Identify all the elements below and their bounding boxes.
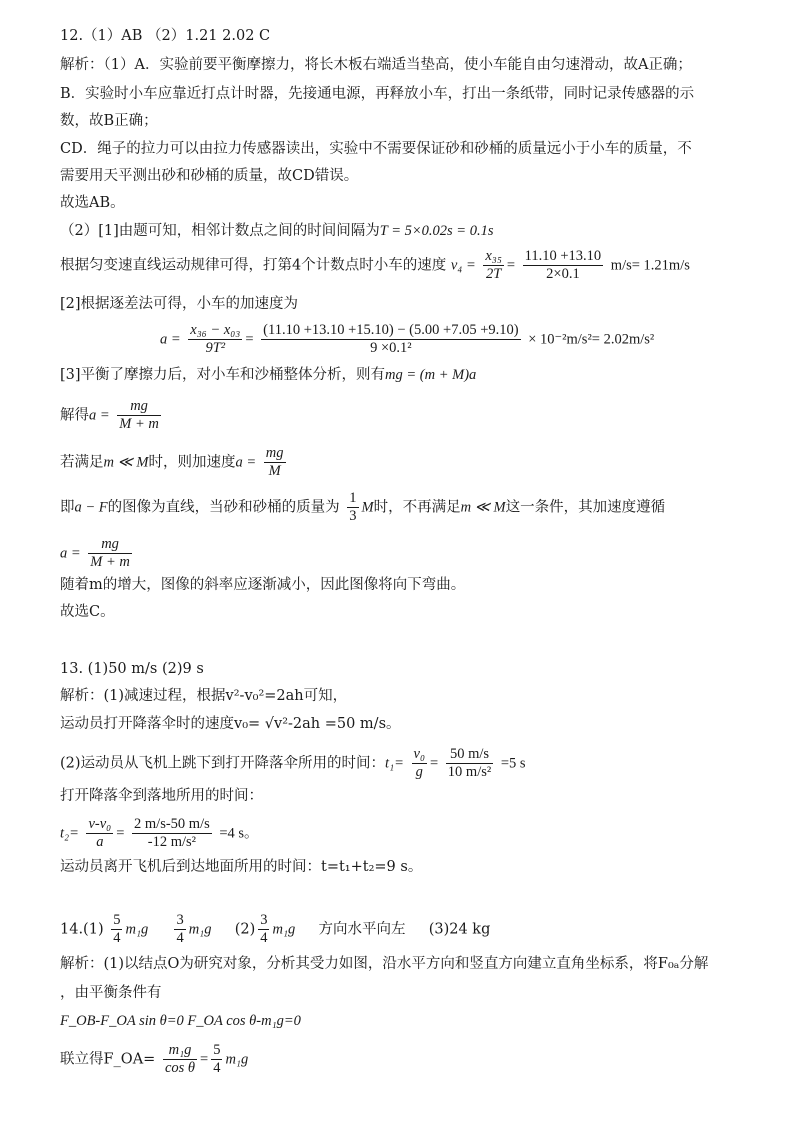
fraction-2-50-12: $\frac{2 m/s-50 m/s}{\text{-12 m/s²}}$ (134, 816, 210, 850)
fraction-one-third: $\frac{1}{3}$ (349, 490, 357, 524)
q12-accel-eq: a = $\frac{\text{x₃₆ − x₀₃}}{\text{9T²}}$ = $\frac{(11.10 +13.10 +15.10) - (5.00 +7.05 +9.10)}{\text{9 ×0.1²}}$ × 10⁻²m/s²= 2.02m/s² (160, 322, 655, 356)
q12-graph-line: 即a − F的图像为直线，当砂和砂桶的质量为 $\frac{1}{3}$ M时，不再满足m ≪ M这一条件，其加速度遵循 (60, 490, 666, 524)
q12-line-B-2: 数，故B正确； (60, 113, 158, 129)
fraction-velocity-values: $\frac{11.10 +13.10}{2\times 0.1}$ (524, 248, 602, 282)
fraction-x36-x03: $\frac{\text{x₃₆ − x₀₃}}{\text{9T²}}$ (190, 322, 241, 356)
q12-solve-a: 解得a = $\frac{mg}{M + m}$ (60, 398, 159, 432)
fraction-5-4-b: $\frac{5}{4}$ (213, 1042, 221, 1076)
q13-total-time: 运动员离开飞机后到达地面所用的时间：t=t₁+t₂=9 s。 (60, 859, 423, 875)
fraction-mg-M: $\frac{mg}{M}$ (265, 445, 284, 479)
fraction-vv0-a: $\frac{\text{v-v₀}}{a}$ (88, 816, 112, 850)
q12-system-analysis: [3]平衡了摩擦力后，对小车和沙桶整体分析，则有mg = (m + M)a (60, 367, 477, 383)
q13-line-4: 打开降落伞到落地所用的时间： (60, 788, 263, 804)
q12-line-CD-1: CD．绳子的拉力可以由拉力传感器读出，实验中不需要保证砂和砂桶的质量远小于小车的质量，不 (60, 141, 692, 157)
q12-choose-AB: 故选AB。 (60, 195, 125, 211)
q14-line-1: 解析：(1)以结点O为研究对象，分析其受力如图，沿水平方向和竖直方向建立直角坐标系，将F₀ₐ分解 (60, 956, 709, 972)
q12-accel-intro: [2]根据逐差法可得，小车的加速度为 (60, 296, 299, 312)
fraction-50-10: $\frac{50 m/s}{\text{10 m/s²}}$ (447, 746, 492, 780)
q13-time-t1: (2)运动员从飞机上跳下到打开降落伞所用的时间：t₁= $\frac{\text{v₀}}{g}$ = $\frac{50 m/s}{\text{10 m/s²}}$ =5 s (60, 746, 526, 780)
q14-answer: 14.(1) $\frac{5}{4}$ m₁g $\frac{3}{4}$ m₁g (2) $\frac{3}{4}$ m₁g 方向水平向左 (3)24 kg (60, 912, 491, 946)
fraction-accel-values: $\frac{(11.10 +13.10 +15.10) - (5.00 +7.05 +9.10)}{\text{9 ×0.1²}}$ (263, 322, 519, 356)
q14-line-2: ，由平衡条件有 (60, 985, 162, 1001)
q12-part2-interval: （2）[1]由题可知，相邻计数点之间的时间间隔为T = 5×0.02s = 0.1s (60, 223, 494, 239)
q12-curve-note: 随着m的增大，图像的斜率应逐渐减小，因此图像将向下弯曲。 (60, 577, 466, 593)
fraction-3-4: $\frac{3}{4}$ (176, 912, 184, 946)
q12-answer: 12.（1）AB （2）1.21 2.02 C (60, 28, 271, 44)
q13-line-1: 解析：(1)减速过程，根据v²-v₀²=2ah可知， (60, 688, 348, 704)
q12-velocity-eq: 根据匀变速直线运动规律可得，打第4个计数点时小车的速度 v₄ = $\frac{\text{x₃₅}}{2T}$ = $\frac{11.10 +13.10}{2\times 0.1}$ m/s= 1.21m/s (60, 248, 690, 282)
fraction-m1g-cos: $\frac{\text{m₁g}}{\text{cos θ}}$ (164, 1042, 196, 1076)
q12-line-A: 解析：（1）A．实验前要平衡摩擦力，将长木板右端适当垫高，使小车能自由匀速滑动，故A正确； (60, 57, 692, 73)
q13-time-t2: t₂= $\frac{\text{v-v₀}}{a}$ = $\frac{2 m/s-50 m/s}{\text{-12 m/s²}}$ =4 s。 (60, 816, 259, 850)
q12-a-formula: a = $\frac{mg}{M + m}$ (60, 536, 130, 570)
q12-line-CD-2: 需要用天平测出砂和砂桶的质量，故CD错误。 (60, 168, 359, 184)
fraction-v0-g: $\frac{\text{v₀}}{g}$ (413, 746, 425, 780)
fraction-x35-2T: $\frac{\text{x₃₅}}{2T}$ (485, 248, 502, 282)
fraction-mg-Mm-2: $\frac{mg}{M + m}$ (90, 536, 130, 570)
fraction-5-4: $\frac{5}{4}$ (113, 912, 121, 946)
fraction-3-4-b: $\frac{3}{4}$ (260, 912, 268, 946)
q13-line-2: 运动员打开降落伞时的速度v₀= √v²-2ah =50 m/s。 (60, 716, 401, 732)
q12-line-B-1: B．实验时小车应靠近打点计时器，先接通电源，再释放小车，打出一条纸带，同时记录传感器的示 (60, 86, 695, 102)
q12-choose-C: 故选C。 (60, 604, 115, 620)
q12-condition: 若满足m ≪ M时，则加速度a = $\frac{mg}{M}$ (60, 445, 284, 479)
fraction-mg-Mm: $\frac{mg}{M + m}$ (119, 398, 159, 432)
q14-combined-FOA: 联立得F_OA= $\frac{\text{m₁g}}{\text{cos θ}}$ = $\frac{5}{4}$ m₁g (60, 1042, 249, 1076)
q14-equilibrium-eqs: F_OB-F_OA sin θ=0 F_OA cos θ-m₁g=0 (60, 1013, 301, 1029)
q13-answer: 13. (1)50 m/s (2)9 s (60, 661, 204, 677)
